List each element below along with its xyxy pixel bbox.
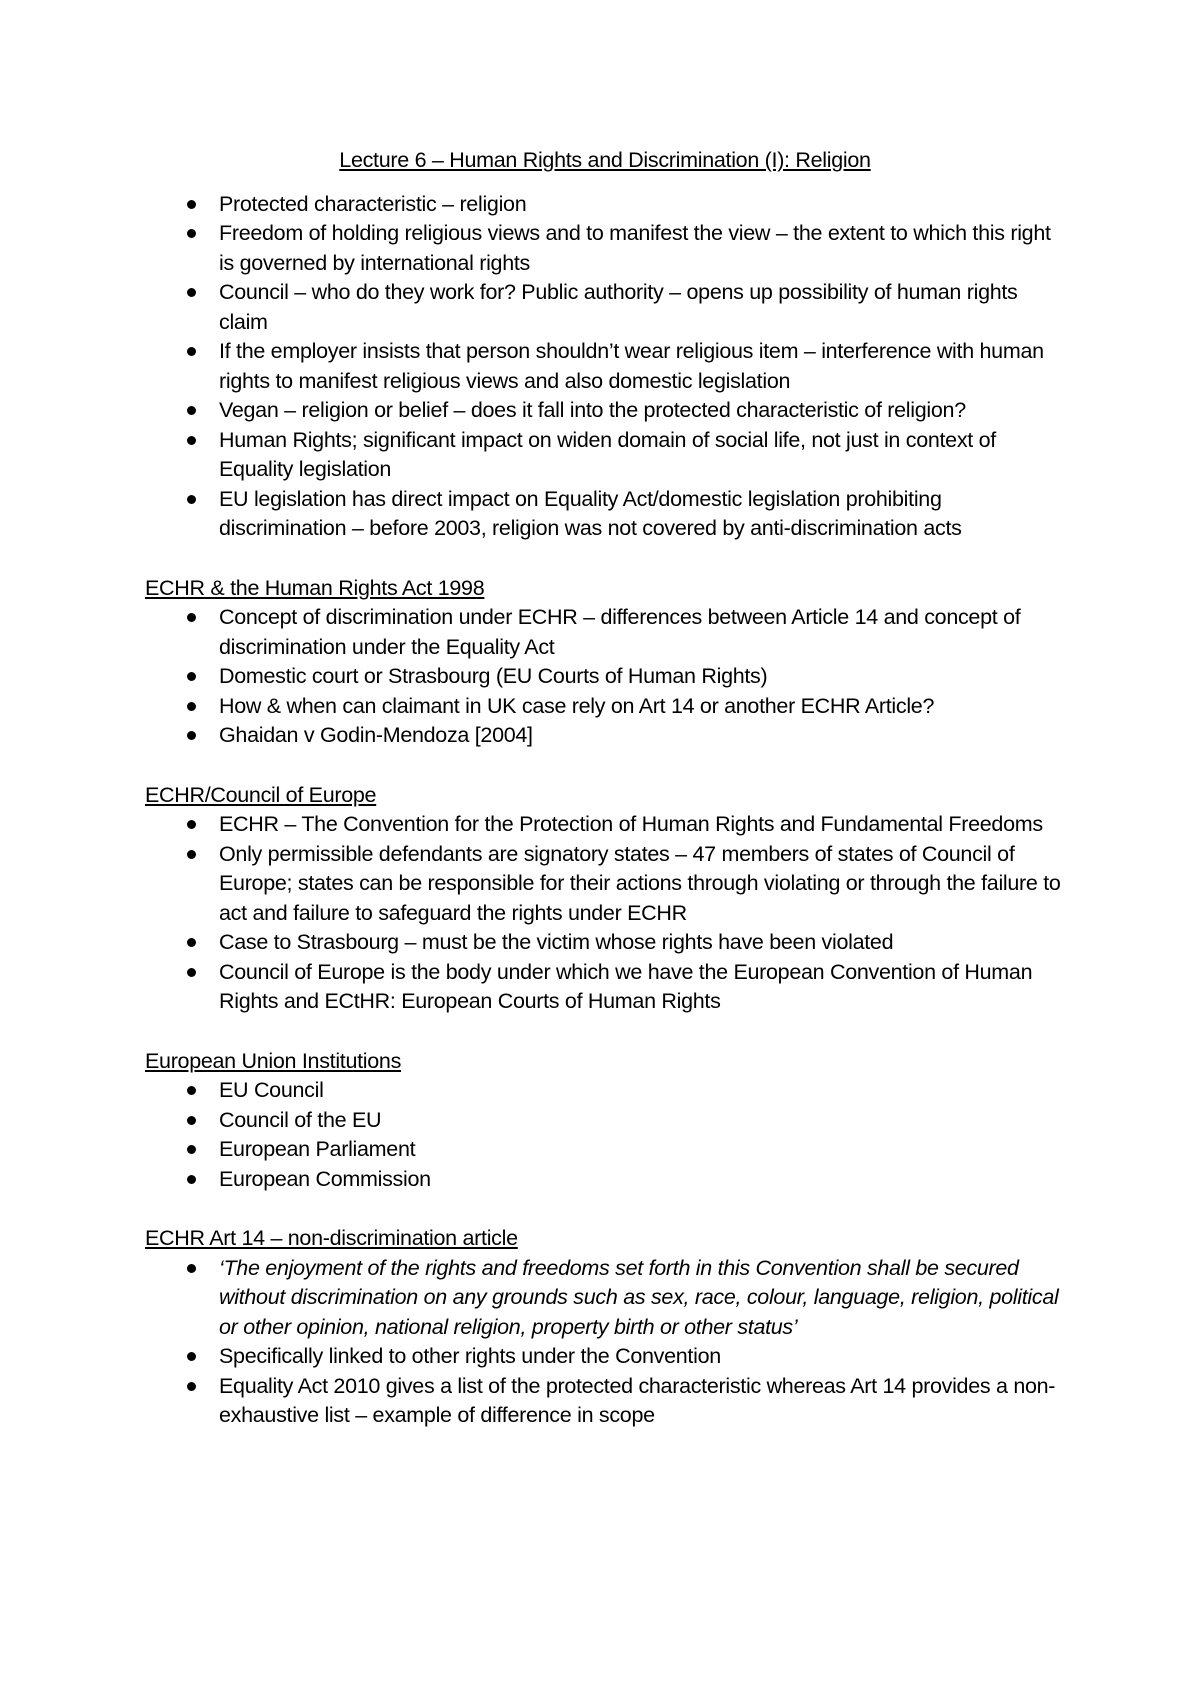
document-body xyxy=(145,146,1065,1431)
list-item xyxy=(145,840,1065,929)
section-list xyxy=(145,603,1065,751)
bullet-icon xyxy=(187,1175,196,1184)
list-item-text: European Parliament xyxy=(219,1137,416,1161)
section-heading: ECHR Art 14 – non-discrimination article xyxy=(145,1226,518,1250)
bullet-icon xyxy=(187,200,196,209)
bullet-icon xyxy=(187,436,196,445)
bullet-icon xyxy=(187,968,196,977)
section-eu-institutions xyxy=(145,1047,1065,1195)
bullet-icon xyxy=(187,672,196,681)
list-item-text: Protected characteristic – religion xyxy=(219,191,527,216)
spacer xyxy=(145,751,1065,781)
bullet-icon xyxy=(187,347,196,356)
bullet-icon xyxy=(187,495,196,504)
list-item-text: Vegan – religion or belief – does it fall into the protected characteristic of religion? xyxy=(219,398,966,422)
list-item xyxy=(145,190,1065,220)
bullet-icon xyxy=(187,731,196,740)
list-item-text: EU legislation has direct impact on Equality Act/domestic legislation prohibiting discrimination – before 2003, religion was not covered by anti-discrimination acts xyxy=(219,486,962,540)
list-item-text: Domestic court or Strasbourg (EU Courts of Human Rights) xyxy=(219,664,768,688)
list-item xyxy=(145,219,1065,278)
bullet-icon xyxy=(187,938,196,947)
list-item-text: Equality Act 2010 gives a list of the protected characteristic whereas Art 14 provides a non-exhaustive list – example of difference in scope xyxy=(219,1373,1056,1427)
list-item xyxy=(145,1106,1065,1136)
list-item-text: Council of Europe is the body under which we have the European Convention of Human Rights and ECtHR: European Courts of Human Rights xyxy=(219,959,1033,1013)
list-item xyxy=(145,278,1065,337)
list-item xyxy=(145,603,1065,662)
list-item-text: Specifically linked to other rights under the Convention xyxy=(219,1344,721,1368)
list-item xyxy=(145,810,1065,840)
list-item xyxy=(145,1135,1065,1165)
list-item xyxy=(145,426,1065,485)
section-list xyxy=(145,1254,1065,1431)
list-item xyxy=(145,396,1065,426)
section-echr-hra xyxy=(145,574,1065,751)
bullet-icon xyxy=(187,229,196,238)
list-item xyxy=(145,692,1065,722)
bullet-icon xyxy=(187,1116,196,1125)
list-item xyxy=(145,958,1065,1017)
spacer xyxy=(145,544,1065,574)
list-item-text: How & when can claimant in UK case rely on Art 14 or another ECHR Article? xyxy=(219,693,935,718)
list-item-text: ECHR – The Convention for the Protection of Human Rights and Fundamental Freedoms xyxy=(219,812,1043,836)
section-list xyxy=(145,810,1065,1017)
intro-list xyxy=(145,190,1065,544)
section-list xyxy=(145,1076,1065,1194)
list-item-text: Council – who do they work for? Public authority – opens up possibility of human rights claim xyxy=(219,280,1018,334)
quote-text: ‘The enjoyment of the rights and freedoms set forth in this Convention shall be secured without discrimination on any grounds such as sex, race, colour, language, religion, political or other opinion, national religion, property birth or other status’ xyxy=(219,1255,1059,1339)
list-item xyxy=(145,337,1065,396)
bullet-icon xyxy=(187,288,196,297)
list-item xyxy=(145,1342,1065,1372)
list-item xyxy=(145,1165,1065,1195)
section-heading: ECHR/Council of Europe xyxy=(145,782,377,807)
list-item xyxy=(145,1372,1065,1431)
list-item-text: EU Council xyxy=(219,1078,324,1102)
list-item-text: Council of the EU xyxy=(219,1107,382,1132)
section-art14 xyxy=(145,1224,1065,1431)
list-item xyxy=(145,1076,1065,1106)
list-item xyxy=(145,1254,1065,1343)
bullet-icon xyxy=(187,1086,196,1095)
bullet-icon xyxy=(187,850,196,859)
section-echr-council xyxy=(145,781,1065,1017)
list-item-text: Freedom of holding religious views and to manifest the view – the extent to which this right is governed by international rights xyxy=(219,221,1051,275)
bullet-icon xyxy=(187,613,196,622)
spacer xyxy=(145,1194,1065,1224)
section-heading: European Union Institutions xyxy=(145,1048,402,1073)
list-item xyxy=(145,928,1065,958)
bullet-icon xyxy=(187,406,196,415)
list-item-text: Human Rights; significant impact on widen domain of social life, not just in context of Equality legislation xyxy=(219,427,996,481)
list-item-text: Only permissible defendants are signatory states – 47 members of states of Council of Europe; states can be responsible for their actions through violating or through the failure to act and failure to safeguard the rights under ECHR xyxy=(219,841,1061,925)
list-item-text: Ghaidan v Godin-Mendoza [2004] xyxy=(219,723,533,747)
list-item-text: If the employer insists that person shouldn’t wear religious item – interference with human rights to manifest religious views and also domestic legislation xyxy=(219,339,1044,393)
bullet-icon xyxy=(187,1145,196,1154)
page-title: Lecture 6 – Human Rights and Discrimination (I): Religion xyxy=(339,148,871,172)
list-item-text: Concept of discrimination under ECHR – differences between Article 14 and concept of discrimination under the Equality Act xyxy=(219,605,1021,659)
list-item xyxy=(145,721,1065,751)
bullet-icon xyxy=(187,702,196,711)
section-heading: ECHR & the Human Rights Act 1998 xyxy=(145,575,485,600)
list-item-text: European Commission xyxy=(219,1166,431,1191)
list-item xyxy=(145,485,1065,544)
list-item-text: Case to Strasbourg – must be the victim whose rights have been violated xyxy=(219,930,894,954)
bullet-icon xyxy=(187,1352,196,1361)
bullet-icon xyxy=(187,1382,196,1391)
bullet-icon xyxy=(187,820,196,829)
bullet-icon xyxy=(187,1264,196,1273)
spacer xyxy=(145,1017,1065,1047)
list-item xyxy=(145,662,1065,692)
